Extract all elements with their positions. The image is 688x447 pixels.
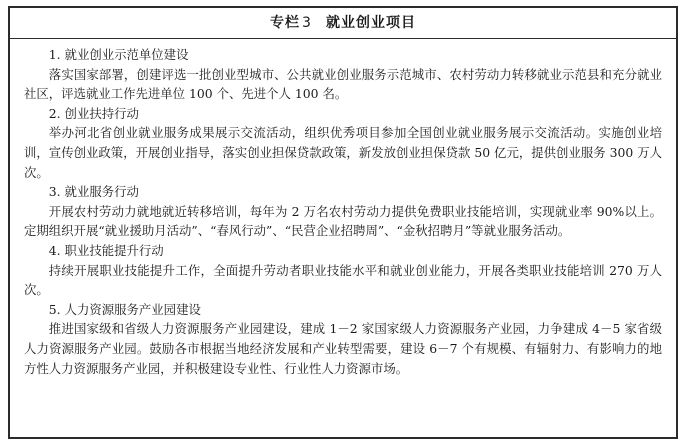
section-body-5: 推进国家级和省级人力资源服务产业园建设，建成 1－2 家国家级人力资源服务产业园，力争建成 4－5 家省级人力资源服务产业园。鼓励各市根据当地经济发展和产业转型需要，建设 6－7 个有规模、有辐射力、有影响力的地方性人力资源服务产业园，并积极建设专业性、行业性人力资源市场。 xyxy=(24,321,662,376)
box-title: 就业创业项目 xyxy=(325,15,416,31)
section-body-1: 落实国家部署，创建评选一批创业型城市、公共就业创业服务示范城市、农村劳动力转移就业示范县和充分就业社区，评选就业工作先进单位 100 个、先进个人 100 名。 xyxy=(24,66,662,102)
section-heading-2: 2. 创业扶持行动 xyxy=(48,105,139,121)
section-heading-4: 4. 职业技能提升行动 xyxy=(48,242,164,258)
box-number: 3 xyxy=(302,15,312,31)
section-body-2: 举办河北省创业就业服务成果展示交流活动，组织优秀项目参加全国创业就业服务展示交流活动。实施创业培训，宣传创业政策，开展创业指导，落实创业担保贷款政策，新发放创业担保贷款 50 亿元，提供创业服务 300 万人次。 xyxy=(24,125,662,180)
column-box xyxy=(8,6,678,439)
box-label: 专栏 xyxy=(270,15,301,31)
section-body-4: 持续开展职业技能提升工作，全面提升劳动者职业技能水平和就业创业能力，开展各类职业技能培训 270 万人次。 xyxy=(24,262,662,298)
section-body-3: 开展农村劳动力就地就近转移培训，每年为 2 万名农村劳动力提供免费职业技能培训，实现就业率 90%以上。定期组织开展“就业援助月活动”、“春风行动”、“民营企业招聘周”、“金秋招聘月”等就业服务活动。 xyxy=(24,203,662,239)
section-heading-5: 5. 人力资源服务产业园建设 xyxy=(48,301,201,317)
box-content xyxy=(10,39,676,378)
box-header xyxy=(10,8,676,39)
section-heading-1: 1. 就业创业示范单位建设 xyxy=(48,47,189,62)
section-heading-3: 3. 就业服务行动 xyxy=(48,184,139,200)
